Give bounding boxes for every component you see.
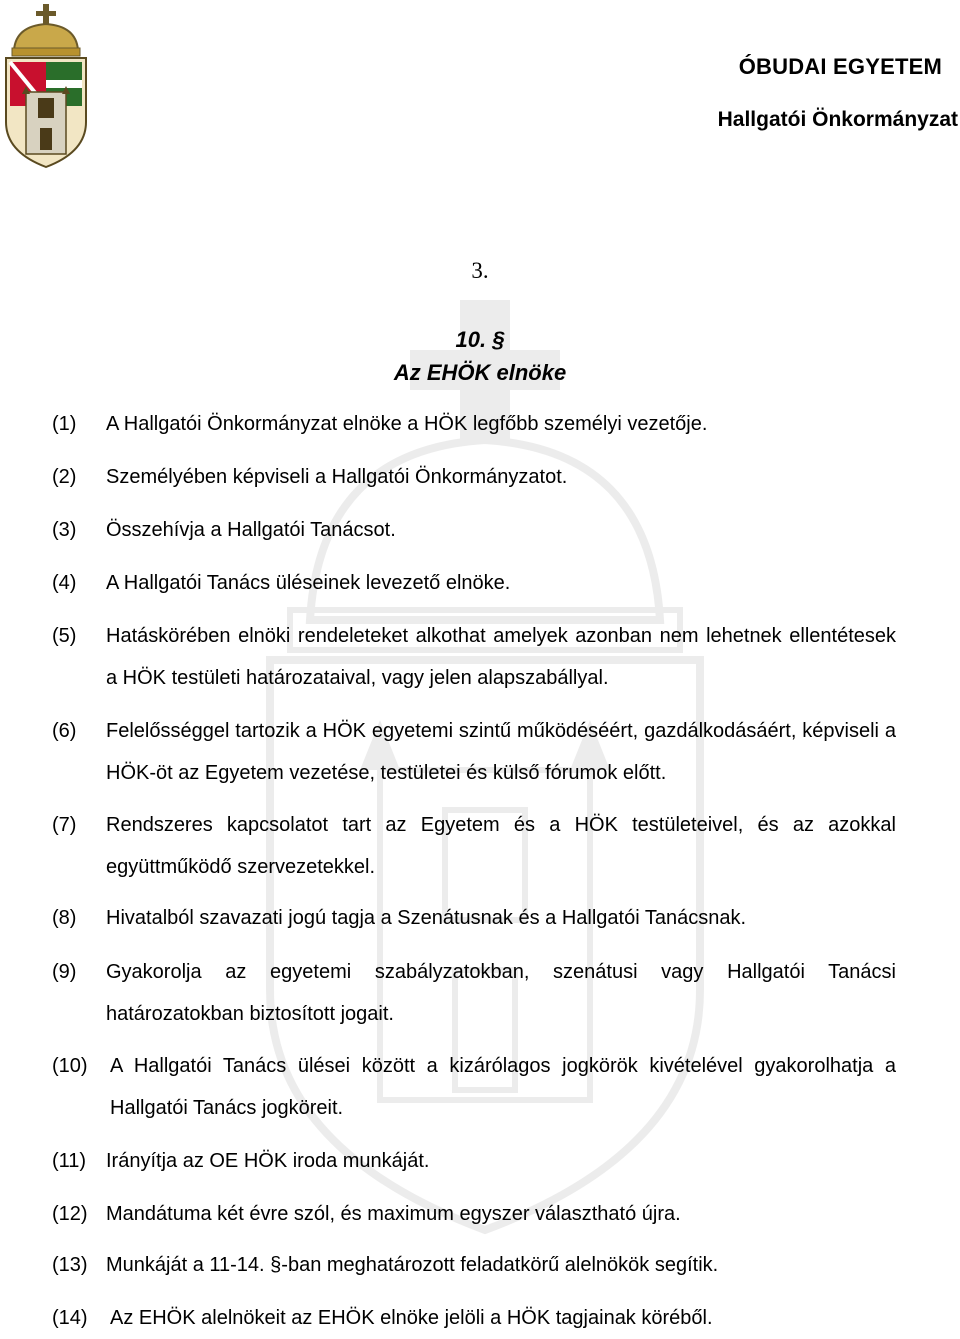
paragraph-number: (11)	[52, 1150, 87, 1172]
paragraph-11	[52, 1140, 896, 1182]
paragraph-text: Irányítja az OE HÖK iroda munkáját.	[106, 1150, 430, 1172]
paragraph-text: Hivatalból szavazati jogú tagja a Szenátusnak és a Hallgatói Tanácsnak.	[106, 907, 747, 929]
paragraph-text: Mandátuma két évre szól, és maximum egyszer választható újra.	[106, 1203, 681, 1225]
paragraph-9	[52, 951, 896, 1035]
paragraph-14	[52, 1297, 896, 1339]
paragraph-text: A Hallgatói Önkormányzat elnöke a HÖK legfőbb személyi vezetője.	[106, 413, 708, 435]
paragraph-number: (6)	[52, 720, 77, 742]
section-title: Az EHÖK elnöke	[393, 360, 567, 385]
paragraph-text: Személyében képviseli a Hallgatói Önkormányzatot.	[106, 466, 568, 488]
paragraph-number: (2)	[52, 466, 77, 488]
paragraph-12	[52, 1193, 896, 1235]
university-crest-logo	[2, 2, 90, 172]
paragraph-number: (12)	[52, 1203, 88, 1225]
paragraph-13	[52, 1244, 896, 1286]
paragraph-text: Az EHÖK alelnökeit az EHÖK elnöke jelöli a HÖK tagjainak köréből.	[110, 1307, 713, 1329]
paragraph-number: (9)	[52, 961, 77, 983]
paragraph-number: (13)	[52, 1254, 88, 1276]
paragraph-6	[52, 710, 896, 794]
paragraph-text: Rendszeres kapcsolatot tart az Egyetem és a HÖK testületeivel, és az azokkal együttműködő szervezetekkel.	[106, 814, 896, 878]
paragraph-8	[52, 897, 896, 939]
paragraph-3	[52, 509, 896, 551]
paragraph-10	[52, 1045, 896, 1129]
paragraph-text: Munkáját a 11-14. §-ban meghatározott feladatkörű alelnökök segítik.	[106, 1254, 719, 1276]
section-number: 10. §	[455, 327, 505, 352]
paragraph-text: A Hallgatói Tanács ülései között a kizárólagos jogkörök kivételével gyakorolhatja a Hallgatói Tanács jogköreit.	[110, 1055, 896, 1119]
paragraph-number: (3)	[52, 519, 77, 541]
paragraph-7	[52, 804, 896, 888]
paragraph-number: (1)	[52, 413, 77, 435]
paragraph-number: (7)	[52, 814, 77, 836]
paragraph-number: (5)	[52, 625, 77, 647]
paragraph-number: (8)	[52, 907, 77, 929]
paragraph-number: (10)	[52, 1055, 88, 1077]
organization-name: Hallgatói Önkormányzat	[717, 108, 958, 131]
paragraph-number: (14)	[52, 1307, 88, 1329]
paragraph-2	[52, 456, 896, 498]
paragraph-text: Felelősséggel tartozik a HÖK egyetemi szintű működéséért, gazdálkodásáért, képviseli a HÖK-öt az Egyetem vezetése, testületei és külső fórumok előtt.	[106, 720, 896, 784]
page-number: 3.	[471, 258, 489, 283]
paragraph-4	[52, 562, 896, 604]
paragraph-text: Gyakorolja az egyetemi szabályzatokban, szenátusi vagy Hallgatói Tanácsi határozatokban biztosított jogait.	[106, 961, 896, 1025]
paragraph-text: Összehívja a Hallgatói Tanácsot.	[106, 519, 396, 541]
paragraph-text: A Hallgatói Tanács üléseinek levezető elnöke.	[106, 572, 511, 594]
university-name: ÓBUDAI EGYETEM	[738, 54, 942, 79]
paragraph-text: Hatáskörében elnöki rendeleteket alkothat amelyek azonban nem lehetnek ellentétesek a HÖK testületi határozataival, vagy jelen alapszabállyal.	[106, 625, 896, 689]
paragraph-1	[52, 403, 896, 445]
paragraph-number: (4)	[52, 572, 77, 594]
paragraph-5	[52, 615, 896, 699]
